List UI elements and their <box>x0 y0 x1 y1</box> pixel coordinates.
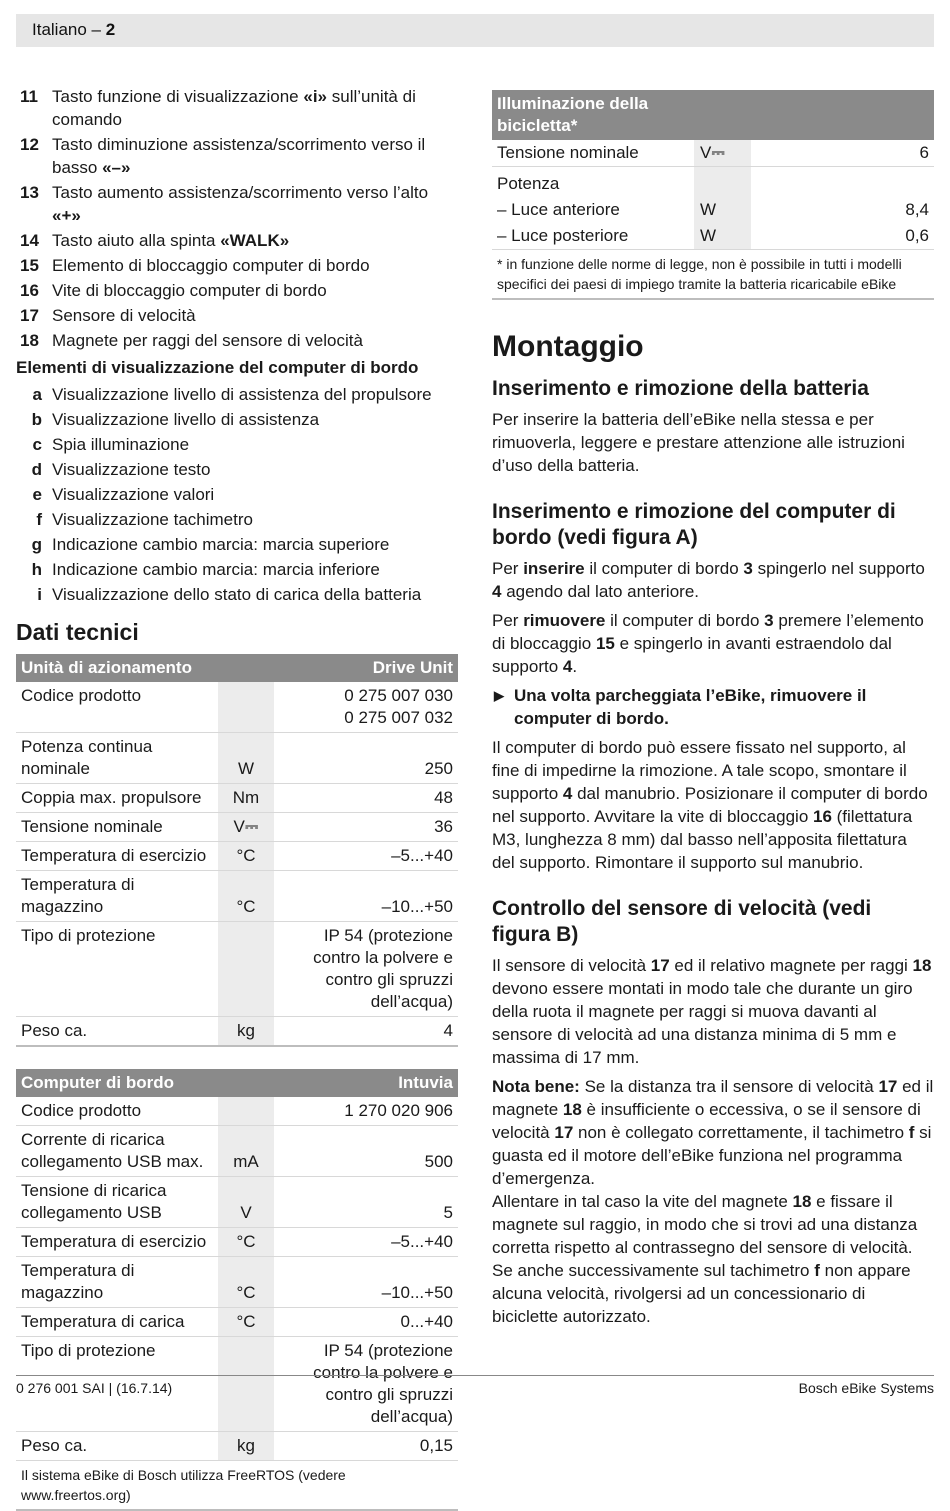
warning-note <box>492 684 934 730</box>
text-span: Il sensore di velocità <box>492 956 651 975</box>
row-unit <box>218 1337 274 1432</box>
text-span: si guasta ed il motore dell’eBike funziona nel programma d’emergenza. <box>492 1123 932 1188</box>
table-header-row <box>492 90 934 140</box>
row-name: Coppia max. propulsore <box>16 784 218 813</box>
text-span: Il computer di bordo può essere fissato nel supporto, al fine di impedirne la rimozione. A tale scopo, smontare il supporto <box>492 738 907 803</box>
list-item <box>16 229 458 252</box>
header-page-number: 2 <box>105 20 116 39</box>
row-value: 6 <box>751 140 934 167</box>
list-item <box>16 458 458 481</box>
table-row <box>16 682 458 733</box>
item-number: 12 <box>20 135 39 154</box>
row-name: Tensione nominale <box>492 140 694 167</box>
warning-text: Una volta parcheggiata l’eBike, rimuovere il computer di bordo. <box>514 686 867 728</box>
list-item <box>16 583 458 606</box>
item-text: Indicazione cambio marcia: marcia superiore <box>52 535 390 554</box>
bold-span: 4 <box>562 657 573 676</box>
text-span: Per <box>492 559 524 578</box>
text-span: (filettatura M3, lunghezza 8 mm) dal basso nell’apposita filettatura del supporto. Rimontare il supporto sul manubrio. <box>492 807 913 872</box>
row-unit: kg <box>218 1432 274 1461</box>
row-value: IP 54 (protezione contro la polvere e contro gli spruzzi dell’acqua) <box>274 1337 458 1432</box>
table-header-left: Unità di azionamento <box>16 654 274 682</box>
item-text: Elemento di bloccaggio computer di bordo <box>52 256 370 275</box>
table-row <box>16 1432 458 1461</box>
item-text: Visualizzazione livello di assistenza del propulsore <box>52 385 432 404</box>
item-text: Sensore di velocità <box>52 306 196 325</box>
technical-data-title: Dati tecnici <box>16 619 139 645</box>
text-span: non appare alcuna velocità, rivolgersi ad un concessionario di biciclette autorizzato. <box>492 1261 911 1326</box>
display-elements-heading: Elementi di visualizzazione del computer di bordo <box>16 358 419 377</box>
item-number: 13 <box>20 183 39 202</box>
row-unit: °C <box>218 842 274 871</box>
item-text-after: sull’unità di comando <box>52 87 416 129</box>
note-label: Nota bene: <box>492 1077 580 1096</box>
row-value: 500 <box>274 1126 458 1177</box>
row-name: – Luce posteriore <box>492 223 694 250</box>
bold-span: 18 <box>912 956 932 975</box>
item-letter: f <box>36 510 42 529</box>
row-value: –5...+40 <box>274 1228 458 1257</box>
item-key: «+» <box>52 206 81 225</box>
row-value: –10...+50 <box>274 1257 458 1308</box>
header-language: Italiano <box>32 20 87 39</box>
bold-span: 18 <box>792 1192 812 1211</box>
list-item <box>16 133 458 179</box>
item-text: Visualizzazione livello di assistenza <box>52 410 320 429</box>
table-row <box>492 223 934 250</box>
item-text: Magnete per raggi del sensore di velocità <box>52 331 363 350</box>
bold-span: 16 <box>813 807 832 826</box>
table-header-left: Computer di bordo <box>16 1069 274 1097</box>
table-row <box>16 871 458 922</box>
bold-span: 18 <box>562 1100 582 1119</box>
onboard-computer-table <box>16 1069 458 1461</box>
row-name: Tipo di protezione <box>16 922 218 1017</box>
row-name: Codice prodotto <box>16 682 218 733</box>
item-letter: i <box>37 585 42 604</box>
table-header-right: Intuvia <box>274 1069 458 1097</box>
list-item <box>16 304 458 327</box>
bold-span: rimuovere <box>523 611 606 630</box>
remove-paragraph <box>492 609 934 678</box>
row-name: Tensione di ricarica collegamento USB <box>16 1177 218 1228</box>
row-unit: kg <box>218 1017 274 1047</box>
page-header <box>32 20 115 40</box>
table-row <box>16 1017 458 1047</box>
fix-paragraph <box>492 736 934 874</box>
row-value: 48 <box>274 784 458 813</box>
list-item <box>16 254 458 277</box>
text-span: non è collegato correttamente, il tachimetro <box>573 1123 909 1142</box>
item-text: Indicazione cambio marcia: marcia inferiore <box>52 560 380 579</box>
row-unit: °C <box>218 1228 274 1257</box>
row-unit <box>218 1097 274 1126</box>
footer-divider <box>16 1375 934 1376</box>
item-text: Visualizzazione valori <box>52 485 215 504</box>
item-text: Vite di bloccaggio computer di bordo <box>52 281 327 300</box>
row-name: Tipo di protezione <box>16 1337 218 1432</box>
row-unit <box>694 167 751 198</box>
row-unit: W <box>218 733 274 784</box>
row-unit: mA <box>218 1126 274 1177</box>
item-letter: g <box>31 535 42 554</box>
row-unit: °C <box>218 1257 274 1308</box>
row-value: 0,15 <box>274 1432 458 1461</box>
table-header-right: Drive Unit <box>274 654 458 682</box>
triangle-right-icon: ▶ <box>494 688 504 703</box>
row-unit: V <box>218 1177 274 1228</box>
bold-span: 4 <box>562 784 573 803</box>
item-number: 18 <box>20 331 39 350</box>
row-name: Potenza <box>497 174 560 193</box>
row-value: 1 270 020 906 <box>274 1097 458 1126</box>
table-row <box>16 733 458 784</box>
bold-span: f <box>814 1261 820 1280</box>
list-item <box>16 85 458 131</box>
row-name: Temperatura di esercizio <box>16 1228 218 1257</box>
bold-span: 17 <box>878 1077 898 1096</box>
row-unit: W <box>694 223 751 250</box>
table-row <box>16 1126 458 1177</box>
row-value: IP 54 (protezione contro la polvere e contro gli spruzzi dell’acqua) <box>274 922 458 1017</box>
row-value: –5...+40 <box>274 842 458 871</box>
row-unit: V⎓ <box>218 813 274 842</box>
lighting-footnote: * in funzione delle norme di legge, non è possibile in tutti i modelli specifici dei paesi di impiego tramite la batteria ricaricabile eBike <box>492 250 934 300</box>
list-item <box>16 558 458 581</box>
table-row <box>492 197 934 223</box>
item-number: 14 <box>20 231 39 250</box>
computer-section-title: Inserimento e rimozione del computer di bordo (vedi figura A) <box>492 500 896 549</box>
row-value: 0...+40 <box>274 1308 458 1337</box>
text-span: devono essere montati in modo tale che durante un giro della ruota il magnete per raggi si muova davanti al sensore di velocità ad una distanza minima di 5 mm e massima di 17 mm. <box>492 979 913 1067</box>
item-text: Visualizzazione dello stato di carica della batteria <box>52 585 422 604</box>
header-dash: – <box>86 20 106 39</box>
row-unit <box>218 682 274 733</box>
row-unit: Nm <box>218 784 274 813</box>
item-text: Visualizzazione tachimetro <box>52 510 253 529</box>
bold-span: 17 <box>650 956 670 975</box>
list-item <box>16 181 458 227</box>
list-item <box>16 383 458 406</box>
row-value: 0,6 <box>751 223 934 250</box>
text-span: il computer di bordo <box>605 611 765 630</box>
table-row <box>16 1177 458 1228</box>
sensor-paragraph <box>492 954 934 1069</box>
text-span: Allentare in tal caso la vite del magnete <box>492 1192 793 1211</box>
row-unit <box>218 922 274 1017</box>
row-name: Codice prodotto <box>16 1097 218 1126</box>
bold-span: 15 <box>595 634 615 653</box>
row-value: 5 <box>274 1177 458 1228</box>
left-column <box>16 85 458 1511</box>
loosen-paragraph <box>492 1190 934 1328</box>
text-span: Per <box>492 611 524 630</box>
list-item <box>16 329 458 352</box>
text-span: . <box>572 657 578 676</box>
text-span: dal manubrio. Posizionare il computer di bordo nel supporto. Avvitare la vite di bloccaggio <box>492 784 928 826</box>
battery-section-title: Inserimento e rimozione della batteria <box>492 377 869 400</box>
bold-span: f <box>908 1123 915 1142</box>
text-span: ed il relativo magnete per raggi <box>669 956 913 975</box>
list-item <box>16 408 458 431</box>
list-item <box>16 508 458 531</box>
freertos-note: Il sistema eBike di Bosch utilizza FreeRTOS (vedere www.freertos.org) <box>16 1461 458 1511</box>
row-name: Temperatura di magazzino <box>16 1257 218 1308</box>
item-number: 15 <box>20 256 39 275</box>
table-row <box>16 1228 458 1257</box>
item-letter: e <box>32 485 42 504</box>
lighting-header: Illuminazione della bicicletta* <box>492 90 934 140</box>
table-row <box>16 1308 458 1337</box>
item-number: 17 <box>20 306 39 325</box>
row-name: Temperatura di magazzino <box>16 871 218 922</box>
table-row <box>492 140 934 167</box>
row-name: Peso ca. <box>16 1432 218 1461</box>
right-column <box>492 90 934 1334</box>
text-span: spingerlo nel supporto <box>752 559 925 578</box>
item-letter: a <box>32 385 42 404</box>
assembly-title: Montaggio <box>492 330 644 363</box>
item-number: 11 <box>20 87 38 106</box>
row-name: Tensione nominale <box>16 813 218 842</box>
row-unit: °C <box>218 1308 274 1337</box>
bold-span: 17 <box>554 1123 574 1142</box>
text-span: e fissare il magnete sul raggio, in modo che si trovi ad una distanza corretta rispetto al contrassegno del sensore di velocità. Se anche successivamente sul tachimetro <box>492 1192 918 1280</box>
list-item <box>16 279 458 302</box>
item-key: «i» <box>303 87 328 106</box>
item-letter: h <box>31 560 42 579</box>
row-value: –10...+50 <box>274 871 458 922</box>
table-row <box>16 813 458 842</box>
item-letter: c <box>32 435 42 454</box>
row-name: Temperatura di carica <box>16 1308 218 1337</box>
row-value: 0 275 007 030 0 275 007 032 <box>274 682 458 733</box>
drive-unit-table <box>16 654 458 1047</box>
bold-span: 3 <box>743 559 753 578</box>
table-row <box>16 1257 458 1308</box>
text-span: premere l’elemento di bloccaggio <box>492 611 924 653</box>
bold-span: inserire <box>523 559 585 578</box>
item-text: Tasto funzione di visualizzazione <box>52 87 304 106</box>
display-elements-list <box>16 383 458 606</box>
table-row <box>16 842 458 871</box>
item-key: «–» <box>102 158 131 177</box>
sensor-section-title: Controllo del sensore di velocità (vedi figura B) <box>492 897 872 946</box>
footer-doc-code: 0 276 001 SAI | (16.7.14) <box>16 1380 173 1396</box>
text-span: è insufficiente o eccessiva, o se il sensore di velocità <box>492 1100 921 1142</box>
table-row <box>16 1097 458 1126</box>
row-name: Peso ca. <box>16 1017 218 1047</box>
table-header-row <box>16 1069 458 1097</box>
text-span: e spingerlo in avanti estraendolo dal supporto <box>492 634 892 676</box>
list-item <box>16 483 458 506</box>
item-text: Tasto aumento assistenza/scorrimento verso l’alto <box>52 183 429 202</box>
insert-paragraph <box>492 557 934 603</box>
item-text: Spia illuminazione <box>52 435 190 454</box>
bold-span: 3 <box>764 611 774 630</box>
bold-span: 4 <box>492 582 502 601</box>
text-span: Se la distanza tra il sensore di velocità <box>579 1077 879 1096</box>
text-span: il computer di bordo <box>584 559 744 578</box>
item-letter: d <box>31 460 42 479</box>
row-value: 250 <box>274 733 458 784</box>
text-span: ed il magnete <box>492 1077 934 1119</box>
list-item <box>16 433 458 456</box>
item-text: Visualizzazione testo <box>52 460 211 479</box>
item-text: Tasto diminuzione assistenza/scorrimento verso il basso <box>52 135 426 177</box>
note-paragraph <box>492 1075 934 1190</box>
row-value <box>751 167 934 198</box>
components-list <box>16 85 458 352</box>
footer-brand: Bosch eBike Systems <box>798 1380 934 1396</box>
row-unit: °C <box>218 871 274 922</box>
table-row <box>16 784 458 813</box>
row-name: Temperatura di esercizio <box>16 842 218 871</box>
battery-paragraph: Per inserire la batteria dell’eBike nella stessa e per rimuoverla, leggere e prestare attenzione alle istruzioni d’uso della batteria. <box>492 410 905 475</box>
item-key: «WALK» <box>220 231 290 250</box>
table-row <box>16 922 458 1017</box>
row-value: 36 <box>274 813 458 842</box>
row-name: Potenza continua nominale <box>16 733 218 784</box>
row-value: 8,4 <box>905 200 929 219</box>
row-value: 4 <box>274 1017 458 1047</box>
row-name: Corrente di ricarica collegamento USB max. <box>16 1126 218 1177</box>
item-text: Tasto aiuto alla spinta <box>52 231 221 250</box>
item-letter: b <box>31 410 42 429</box>
page-header-bar <box>16 14 934 47</box>
item-number: 16 <box>20 281 39 300</box>
text-span: agendo dal lato anteriore. <box>501 582 700 601</box>
row-name: – Luce anteriore <box>497 200 620 219</box>
table-row <box>492 167 934 198</box>
table-header-row <box>16 654 458 682</box>
row-unit: W <box>694 197 751 223</box>
list-item <box>16 533 458 556</box>
row-unit: V⎓ <box>694 140 751 167</box>
lighting-table <box>492 90 934 250</box>
